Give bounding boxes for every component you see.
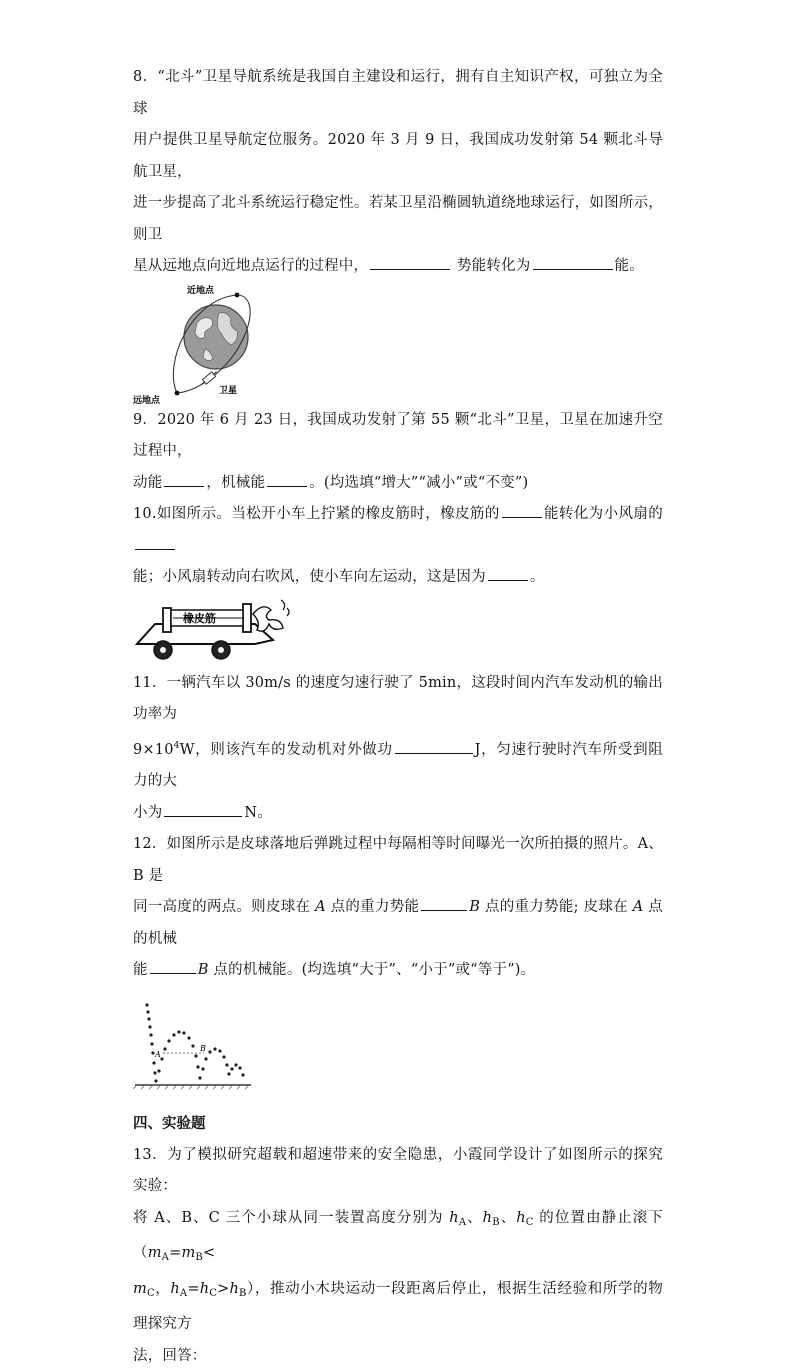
- sub-b: B: [239, 1288, 247, 1299]
- op-lt: <: [203, 1245, 215, 1261]
- q9-blank-2[interactable]: [267, 469, 307, 487]
- q9-line-2: [133, 468, 663, 500]
- q9-line-1: 9．2020 年 6 月 23 日，我国成功发射了第 55 颗“北斗”卫星，卫星在加速升空过程中，: [133, 405, 663, 468]
- q10-line-1: [133, 499, 663, 562]
- q10-text-b: 能转化为小风扇的: [544, 506, 663, 522]
- bouncing-ball-drawing: [133, 1001, 253, 1093]
- var-m: m: [133, 1281, 147, 1297]
- question-list: [133, 62, 663, 1372]
- ball-trajectory-dots: [145, 1003, 244, 1082]
- fan-car-figure: [133, 594, 663, 668]
- q10-blank-2[interactable]: [135, 532, 175, 550]
- sub-a: A: [162, 1252, 169, 1263]
- question-9: [133, 405, 663, 500]
- q10-text-a: 10.如图所示。当松开小车上拧紧的橡皮筋时，橡皮筋的: [133, 506, 500, 522]
- sub-b: B: [492, 1217, 500, 1228]
- var-h: h: [516, 1210, 526, 1226]
- q8-text-a: 星从远地点向近地点运行的过程中，: [133, 258, 368, 274]
- sep: 、: [466, 1210, 482, 1226]
- q8-line-4: [133, 251, 663, 283]
- q11-blank-2[interactable]: [164, 799, 242, 817]
- question-8: [133, 62, 663, 405]
- q13-line-1: 13．为了模拟研究超载和超速带来的安全隐患，小霞同学设计了如图所示的探究实验：: [133, 1140, 663, 1203]
- q8-blank-1[interactable]: [370, 252, 450, 270]
- q9-blank-1[interactable]: [164, 469, 204, 487]
- sub-a: A: [180, 1288, 187, 1299]
- q13-line-3: [133, 1274, 663, 1341]
- near-point-dot: [235, 292, 240, 297]
- sub-b: B: [195, 1252, 203, 1263]
- q8-text-b: 势能转化为: [452, 258, 530, 274]
- q11-text-c: J，匀速行驶时汽车所受到阻力的大: [133, 742, 663, 790]
- q11-text-e: N。: [244, 805, 272, 821]
- sub-a: A: [459, 1217, 466, 1228]
- sep: 、: [500, 1210, 516, 1226]
- q10-blank-3[interactable]: [488, 563, 528, 581]
- q12-line-2: [133, 892, 663, 955]
- point-b-label: B: [199, 1044, 206, 1053]
- q11-line-2: [133, 731, 663, 798]
- bouncing-ball-figure: [133, 987, 663, 1109]
- q10-text-c: 能；小风扇转动向右吹风，使小车向左运动，这是因为: [133, 569, 486, 585]
- q10-line-2: [133, 562, 663, 594]
- op-gt: >: [217, 1281, 229, 1297]
- q12-line-1: 12．如图所示是皮球落地后弹跳过程中每隔相等时间曝光一次所拍摄的照片。A、B 是: [133, 829, 663, 892]
- question-11: [133, 668, 663, 830]
- question-12: [133, 829, 663, 1109]
- q9-text-c: 。(均选填“增大”“减小”或“不变”): [309, 475, 528, 491]
- satellite-orbit-figure: [133, 283, 663, 405]
- q12-point-b-2: B: [198, 962, 209, 978]
- q8-line-1: 8．“北斗”卫星导航系统是我国自主建设和运行，拥有自主知识产权，可独立为全球: [133, 62, 663, 125]
- q13-line-2: [133, 1203, 663, 1274]
- q11-line-1: 11．一辆汽车以 30m/s 的速度匀速行驶了 5min，这段时间内汽车发动机的输出功率为: [133, 668, 663, 731]
- var-h: h: [483, 1210, 493, 1226]
- fan-icon: [253, 606, 283, 630]
- far-point-label: 远地点: [133, 394, 161, 405]
- sub-c: C: [209, 1288, 217, 1299]
- q13-text-a: 将 A、B、C 三个小球从同一装置高度分别为: [133, 1210, 449, 1226]
- q10-blank-1[interactable]: [502, 500, 542, 518]
- q11-exponent: 4: [174, 741, 180, 751]
- q12-point-b: B: [469, 899, 480, 915]
- q12-text-f: 点的机械能。(均选填“大于”、“小于”或“等于”)。: [209, 962, 536, 978]
- sub-c: C: [526, 1217, 534, 1228]
- q11-text-a: 9×10: [133, 742, 174, 758]
- var-h: h: [449, 1210, 459, 1226]
- q12-text-c: 点的重力势能; 皮球在: [480, 899, 633, 915]
- var-h: h: [170, 1281, 180, 1297]
- fan-car-drawing: [133, 594, 303, 664]
- q8-blank-2[interactable]: [533, 252, 613, 270]
- section-title: 四、实验题: [133, 1109, 663, 1140]
- point-a-label: A: [154, 1050, 161, 1059]
- q11-blank-1[interactable]: [395, 736, 473, 754]
- q8-line-2: 用户提供卫星导航定位服务。2020 年 3 月 9 日，我国成功发射第 54 颗北斗导航卫星，: [133, 125, 663, 188]
- var-m: m: [148, 1245, 162, 1261]
- q11-text-b: W，则该汽车的发动机对外做功: [180, 742, 393, 758]
- q12-text-e: 能: [133, 962, 148, 978]
- var-m: m: [181, 1245, 195, 1261]
- q13-text-b: 的位置由静止滚下（: [133, 1210, 663, 1262]
- q12-blank-1[interactable]: [421, 893, 467, 911]
- op-eq: =: [187, 1281, 199, 1297]
- q8-line-3: 进一步提高了北斗系统运行稳定性。若某卫星沿椭圆轨道绕地球运行，如图所示，则卫: [133, 188, 663, 251]
- q11-text-d: 小为: [133, 805, 162, 821]
- op-eq: =: [169, 1245, 181, 1261]
- q10-text-d: 。: [530, 569, 545, 585]
- q13-line-4: 法，回答：: [133, 1341, 663, 1372]
- q12-point-a: A: [315, 899, 326, 915]
- q9-text-a: 动能: [133, 475, 162, 491]
- q12-text-b: 点的重力势能: [326, 899, 419, 915]
- q12-point-a-2: A: [633, 899, 644, 915]
- question-13: [133, 1140, 663, 1372]
- question-10: [133, 499, 663, 668]
- satellite-orbit-drawing: [133, 283, 273, 405]
- q12-text-a: 同一高度的两点。则皮球在: [133, 899, 315, 915]
- q12-text-d: 点的机械: [133, 899, 663, 947]
- q12-blank-2[interactable]: [150, 956, 196, 974]
- var-h: h: [200, 1281, 210, 1297]
- sub-c: C: [147, 1288, 155, 1299]
- far-point-dot: [175, 390, 180, 395]
- sep: ，: [155, 1281, 171, 1297]
- satellite-label: 卫星: [219, 384, 237, 396]
- var-h: h: [229, 1281, 239, 1297]
- q12-line-3: [133, 955, 663, 987]
- near-point-label: 近地点: [187, 284, 215, 296]
- q9-text-b: ，机械能: [206, 475, 265, 491]
- q13-text-c: ），推动小木块运动一段距离后停止，根据生活经验和所学的物理探究方: [133, 1281, 663, 1333]
- satellite-icon: [199, 369, 218, 386]
- rubber-band-label: 橡皮筋: [183, 611, 216, 625]
- q8-text-c: 能。: [615, 258, 644, 274]
- q11-line-3: [133, 798, 663, 830]
